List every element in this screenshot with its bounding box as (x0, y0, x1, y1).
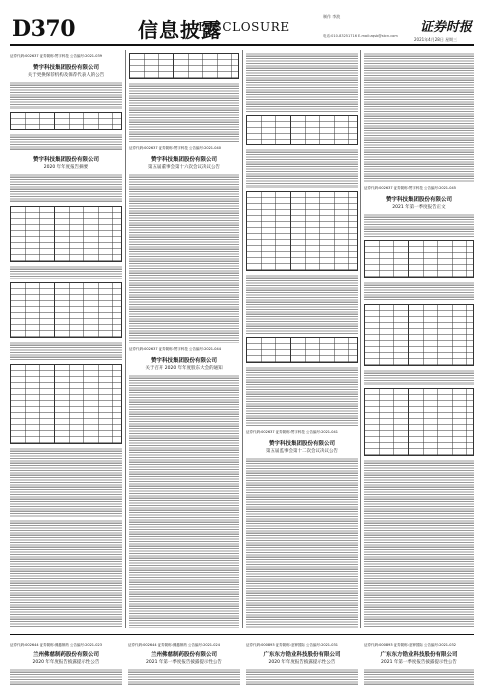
company-name: 赞宇科技集团股份有限公司 (32, 157, 99, 163)
announcement-title: 2020 年年度报告摘要 (43, 164, 89, 170)
data-table (129, 53, 239, 79)
body-text (10, 668, 122, 686)
announcement-title: 2021 年第一季度报告正文 (392, 204, 446, 210)
announcement-title: 2020 年年度报告披露提示性公告 (32, 659, 100, 665)
company-name: 赞宇科技集团股份有限公司 (32, 65, 99, 71)
data-table (364, 304, 474, 366)
column-divider (242, 50, 243, 628)
announcement-title: 2021 年第一季度报告披露提示性公告 (381, 659, 457, 665)
body-text (10, 173, 122, 203)
announcement-title: 2021 年第一季度报告披露提示性公告 (146, 659, 222, 665)
announcement-title: 2020 年年度报告披露提示性公告 (268, 659, 336, 665)
editor-credits: 制作 李波 (323, 14, 341, 19)
contact-line: 电话:010-83251716 E-mail:zqsb@stcn.com (323, 34, 398, 38)
company-name: 赞宇科技集团股份有限公司 (150, 358, 217, 364)
body-text (10, 265, 122, 279)
body-text (246, 366, 358, 426)
body-text (246, 274, 358, 334)
body-text (246, 457, 358, 628)
data-table (10, 364, 122, 444)
body-text (364, 52, 474, 182)
data-table (10, 206, 122, 262)
page-number: D370 (12, 16, 76, 42)
company-name: 赞宇科技集团股份有限公司 (150, 157, 217, 163)
masthead (10, 10, 474, 46)
notice-box (364, 639, 474, 691)
body-text (128, 668, 240, 686)
body-text (10, 519, 122, 628)
body-text (364, 369, 474, 385)
body-text (246, 148, 358, 188)
newspaper-logo: 证券时报 (420, 20, 473, 35)
section-title: 信息披露 (138, 18, 222, 42)
column-1 (10, 50, 122, 628)
body-text (129, 82, 239, 142)
body-text (10, 447, 122, 517)
section-title-en: DISCLOSURE (198, 20, 290, 34)
column-2 (129, 50, 239, 628)
announcement-title: 第五届董事会第十六次会议决议公告 (148, 164, 220, 170)
column-3 (246, 50, 358, 628)
column-4 (364, 50, 474, 628)
announcement-code: 证券代码:002637 证券简称:赞宇科技 公告编号:2021-045 (364, 186, 456, 190)
announcement-code: 证券代码:000893 证券简称:亚钾国际 公告编号:2021-032 (364, 643, 456, 647)
notice-box (10, 639, 122, 691)
announcement-code: 证券代码:002637 证券简称:赞宇科技 公告编号:2021-039 (10, 54, 102, 58)
notice-box (128, 639, 240, 691)
issue-date: 2021年4月28日 星期三 (414, 37, 458, 42)
company-name: 赞宇科技集团股份有限公司 (268, 441, 335, 447)
data-table (246, 337, 358, 363)
body-text (364, 668, 474, 686)
body-text (10, 81, 122, 109)
notice-box (246, 639, 358, 691)
data-table (364, 240, 474, 278)
body-text (129, 173, 239, 343)
company-name: 广东东方锆业科技股份有限公司 (380, 652, 458, 658)
body-text (246, 52, 358, 112)
data-table (246, 191, 358, 271)
data-table (10, 112, 122, 130)
column-divider (360, 50, 361, 628)
body-text (246, 668, 358, 686)
body-text (364, 281, 474, 301)
column-divider (125, 50, 126, 628)
data-table (10, 282, 122, 338)
company-name: 兰州佛慈制药股份有限公司 (150, 652, 217, 658)
data-table (364, 388, 474, 456)
announcement-code: 证券代码:002644 证券简称:佛慈制药 公告编号:2021-023 (10, 643, 102, 647)
announcement-code: 证券代码:000893 证券简称:亚钾国际 公告编号:2021-031 (246, 643, 338, 647)
body-text (10, 133, 122, 151)
company-name: 兰州佛慈制药股份有限公司 (32, 652, 99, 658)
announcement-title: 关于更换保荐机构及保荐代表人的公告 (27, 72, 105, 78)
company-name: 赞宇科技集团股份有限公司 (385, 197, 452, 203)
announcement-code: 证券代码:002637 证券简称:赞宇科技 公告编号:2021-041 (246, 430, 338, 434)
body-text (10, 341, 122, 361)
body-text (364, 459, 474, 628)
body-text (129, 374, 239, 628)
bottom-notices (10, 634, 474, 693)
announcement-code: 证券代码:002637 证券简称:赞宇科技 公告编号:2021-040 (129, 146, 221, 150)
announcement-code: 证券代码:002644 证券简称:佛慈制药 公告编号:2021-024 (128, 643, 220, 647)
data-table (246, 115, 358, 145)
announcement-title: 第五届监事会第十二次会议决议公告 (266, 448, 338, 454)
company-name: 广东东方锆业科技股份有限公司 (263, 652, 341, 658)
announcement-code: 证券代码:002637 证券简称:赞宇科技 公告编号:2021-044 (129, 347, 221, 351)
announcement-title: 关于召开 2020 年年度股东大会的通知 (145, 365, 223, 371)
body-text (364, 213, 474, 237)
